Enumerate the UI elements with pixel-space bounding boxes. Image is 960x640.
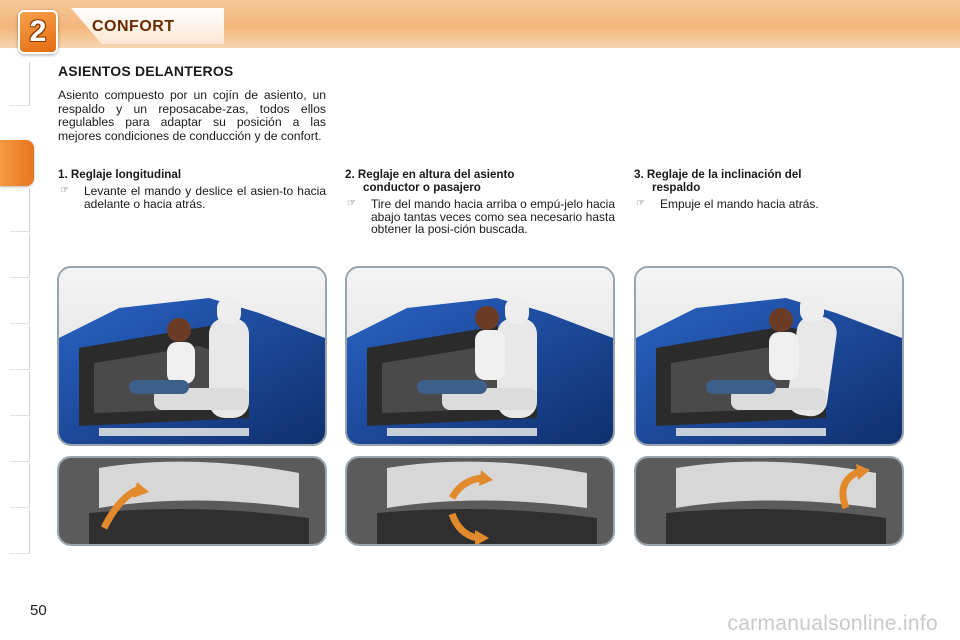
hand-pointer-icon: ☞ xyxy=(60,185,69,196)
step-title xyxy=(634,168,902,194)
chapter-number: 2 xyxy=(29,15,47,48)
car-seat-photo-3 xyxy=(634,266,904,446)
step-title xyxy=(345,168,615,194)
seat-lever-illustration xyxy=(59,458,325,544)
page-number: 50 xyxy=(30,602,47,619)
step-instruction xyxy=(345,198,615,236)
seat-control-closeup-1 xyxy=(57,456,327,546)
step-height xyxy=(345,168,615,236)
seat-control-closeup-2 xyxy=(345,456,615,546)
hand-pointer-icon: ☞ xyxy=(347,198,356,209)
step-backrest xyxy=(634,168,902,211)
section-intro: Asiento compuesto por un cojín de asiento, un respaldo y un reposacabe-zas, todos ellos regulables para adaptar su posición a las mejores condiciones de conducción y de confort. xyxy=(58,88,326,143)
car-seat-photo-2 xyxy=(345,266,615,446)
chapter-tab-6[interactable] xyxy=(10,326,30,370)
chapter-tab-4[interactable] xyxy=(10,234,30,278)
chapter-tab-strip xyxy=(0,62,34,582)
watermark: carmanualsonline.info xyxy=(727,612,938,635)
chapter-tab-3[interactable] xyxy=(10,188,30,232)
seat-lever-illustration xyxy=(636,458,902,544)
chapter-tab-9[interactable] xyxy=(10,464,30,508)
step-text: Empuje el mando hacia atrás. xyxy=(660,197,819,211)
car-interior-illustration xyxy=(59,268,325,444)
step-text: Tire del mando hacia arriba o empú-jelo hacia abajo tantas veces como sea necesario hasta obtener la posi-ción buscada. xyxy=(371,197,615,237)
chapter-tab-2-active[interactable] xyxy=(0,140,34,186)
chapter-badge xyxy=(18,10,58,54)
step-longitudinal xyxy=(58,168,326,210)
step-title-line: 1. Reglaje longitudinal xyxy=(58,168,182,181)
chapter-tab-7[interactable] xyxy=(10,372,30,416)
step-instruction xyxy=(58,185,326,210)
chapter-title: CONFORT xyxy=(92,18,175,35)
chapter-tab-1[interactable] xyxy=(10,62,30,106)
seat-lever-illustration xyxy=(347,458,613,544)
step-title-line: respaldo xyxy=(652,181,701,194)
chapter-tab-8[interactable] xyxy=(10,418,30,462)
step-text: Levante el mando y deslice el asien-to hacia adelante o hacia atrás. xyxy=(84,184,326,211)
chapter-tab-5[interactable] xyxy=(10,280,30,324)
step-title xyxy=(58,168,326,181)
hand-pointer-icon: ☞ xyxy=(636,198,645,209)
car-interior-illustration xyxy=(636,268,902,444)
seat-control-closeup-3 xyxy=(634,456,904,546)
step-title-line: conductor o pasajero xyxy=(363,181,481,194)
step-title-line: 3. Reglaje de la inclinación del xyxy=(634,168,802,181)
car-seat-photo-1 xyxy=(57,266,327,446)
car-interior-illustration xyxy=(347,268,613,444)
chapter-tab-10[interactable] xyxy=(10,510,30,554)
section-title: ASIENTOS DELANTEROS xyxy=(58,63,234,79)
step-instruction xyxy=(634,198,902,211)
step-title-line: 2. Reglaje en altura del asiento xyxy=(345,168,515,181)
